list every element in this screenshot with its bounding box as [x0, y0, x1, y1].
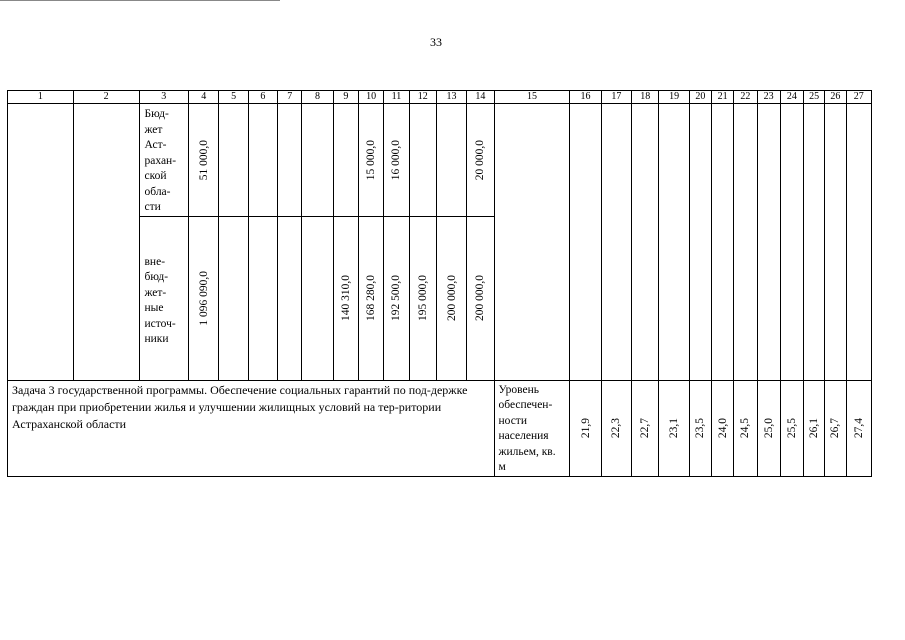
value-cell: [409, 216, 436, 380]
header-cell: 12: [409, 91, 436, 104]
indicator-value: 25,0: [762, 417, 775, 439]
header-cell: 1: [8, 91, 74, 104]
empty-cell: [73, 104, 139, 381]
indicator-value-cell: [780, 380, 803, 476]
value-cell: [384, 104, 409, 217]
header-cell: 14: [467, 91, 494, 104]
task-description: Задача 3 государственной программы. Обеспечение социальных гарантий по под-держке граждан при приобретении жилья и улучшении жилищных условий на тер-ритории Астраханской области: [8, 380, 495, 476]
indicator-value: 23,5: [694, 417, 707, 439]
indicator-value: 26,1: [808, 417, 821, 439]
indicator-value-cell: [711, 380, 733, 476]
value-cell: [467, 216, 494, 380]
header-cell: 23: [757, 91, 780, 104]
scan-edge-mark: [0, 0, 280, 3]
indicator-value: 22,7: [639, 417, 652, 439]
funding-source-label: вне- бюд- жет- ные источ- ники: [144, 255, 176, 345]
value-cell: [358, 216, 383, 380]
header-cell: 10: [358, 91, 383, 104]
indicator-value-cell: [804, 380, 825, 476]
value-text: 200 000,0: [474, 275, 487, 321]
indicator-value: 27,4: [852, 417, 865, 439]
value-cell: [333, 216, 358, 380]
indicator-value: 24,0: [716, 417, 729, 439]
indicator-value-cell: [601, 380, 631, 476]
value-text: 51 000,0: [197, 139, 210, 180]
header-cell: 8: [302, 91, 333, 104]
header-cell: 20: [689, 91, 711, 104]
indicator-value: 21,9: [579, 417, 592, 439]
header-row: [8, 91, 872, 104]
header-cell: 26: [825, 91, 846, 104]
value-cell: [467, 104, 494, 217]
indicator-value-cell: [689, 380, 711, 476]
header-cell: 3: [139, 91, 189, 104]
value-text: 168 280,0: [365, 275, 378, 321]
value-text: 192 500,0: [390, 275, 403, 321]
value-cell: [358, 104, 383, 217]
value-text: 20 000,0: [474, 139, 487, 180]
indicator-value: 23,1: [668, 417, 681, 439]
header-cell: 9: [333, 91, 358, 104]
header-cell: 24: [780, 91, 803, 104]
program-table: [7, 90, 872, 477]
header-cell: 11: [384, 91, 409, 104]
value-cell: [189, 104, 219, 217]
indicator-value: 24,5: [739, 417, 752, 439]
indicator-value-cell: [734, 380, 757, 476]
indicator-label: Уровень обеспечен- ности населения жильем, кв. м: [498, 383, 556, 473]
value-text: 200 000,0: [445, 275, 458, 321]
task-row: [8, 380, 872, 476]
header-cell: 16: [570, 91, 601, 104]
header-cell: 4: [189, 91, 219, 104]
header-cell: 6: [248, 91, 277, 104]
header-cell: 27: [846, 91, 872, 104]
value-text: 140 310,0: [339, 275, 352, 321]
indicator-value-cell: [570, 380, 601, 476]
table-row: [8, 104, 872, 217]
header-cell: 15: [494, 91, 570, 104]
header-cell: 5: [219, 91, 248, 104]
empty-cell: [8, 104, 74, 381]
funding-source-label: Бюд- жет Аст- рахан- ской обла- сти: [144, 108, 177, 213]
header-cell: 17: [601, 91, 631, 104]
header-cell: 2: [73, 91, 139, 104]
indicator-value-cell: [846, 380, 872, 476]
indicator-value-cell: [659, 380, 689, 476]
indicator-value-cell: [632, 380, 659, 476]
value-cell: [384, 216, 409, 380]
header-cell: 19: [659, 91, 689, 104]
page-number: 33: [430, 35, 442, 49]
value-text: 16 000,0: [390, 139, 403, 180]
value-cell: [189, 216, 219, 380]
indicator-value-cell: [757, 380, 780, 476]
indicator-value: 25,5: [785, 417, 798, 439]
indicator-value-cell: [825, 380, 846, 476]
value-cell: [436, 216, 466, 380]
funding-source-cell: [139, 216, 189, 380]
indicator-value: 26,7: [829, 417, 842, 439]
empty-cell: [494, 104, 570, 381]
indicator-value: 22,3: [610, 417, 623, 439]
value-text: 15 000,0: [365, 139, 378, 180]
indicator-cell: [494, 380, 570, 476]
value-text: 195 000,0: [416, 275, 429, 321]
value-text: 1 096 090,0: [197, 270, 210, 326]
header-cell: 22: [734, 91, 757, 104]
funding-source-cell: [139, 104, 189, 217]
header-cell: 7: [278, 91, 302, 104]
header-cell: 21: [711, 91, 733, 104]
header-cell: 25: [804, 91, 825, 104]
header-cell: 13: [436, 91, 466, 104]
header-cell: 18: [632, 91, 659, 104]
